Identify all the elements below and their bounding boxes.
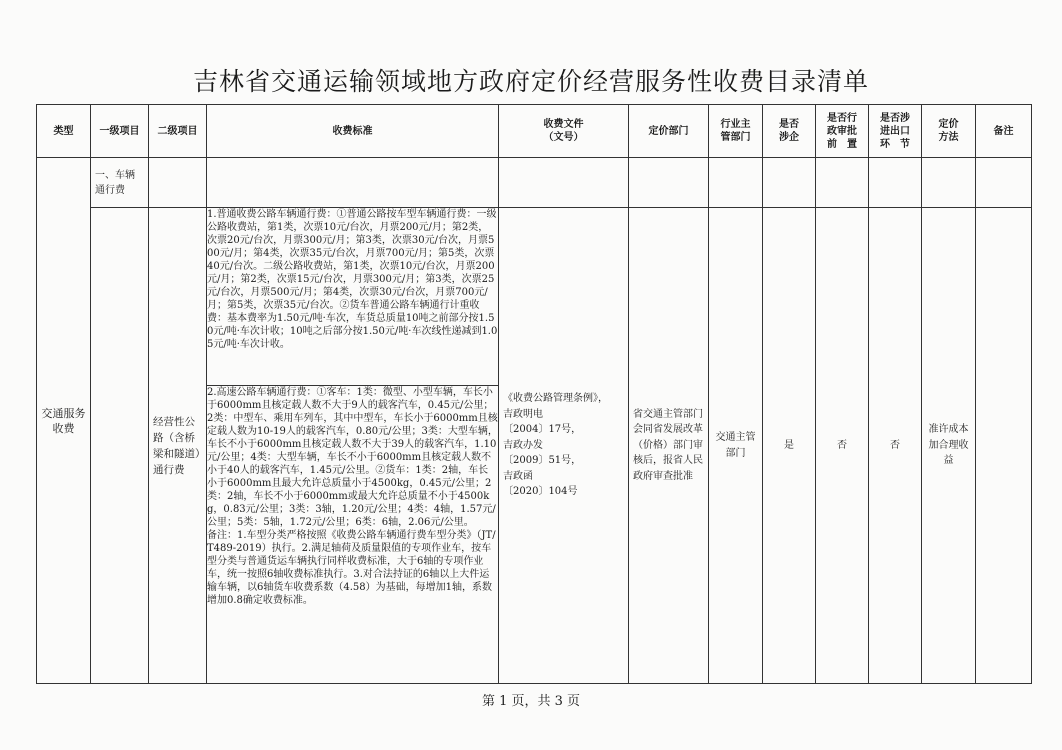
page-footer: 第 1 页，共 3 页 (481, 694, 581, 709)
document-line: 吉政办发 (503, 439, 543, 451)
header-level1: 一级项目 (91, 105, 149, 158)
pricing-dept-cell: 省交通主管部门会同省发展改革（价格）部门审核后，报省人民政府审查批准 (629, 208, 709, 684)
empty-cell (149, 158, 207, 208)
empty-cell (922, 158, 976, 208)
header-import-export: 是否涉 进出口 环 节 (869, 105, 922, 158)
header-level2: 二级项目 (149, 105, 207, 158)
document-line: 〔2020〕104号 (503, 486, 578, 498)
header-remark: 备注 (976, 105, 1032, 158)
remark-cell (976, 208, 1032, 684)
import-export-cell: 否 (869, 208, 922, 684)
header-enterprise: 是否 涉企 (763, 105, 816, 158)
type-cell: 交通服务收费 (37, 158, 91, 684)
document-cell (499, 208, 629, 684)
header-industry-dept: 行业主 管部门 (709, 105, 763, 158)
fee-catalog-table (36, 104, 1032, 684)
industry-dept-cell: 交通主管部门 (709, 208, 763, 684)
method-cell: 准许成本加合理收益 (922, 208, 976, 684)
header-standard: 收费标准 (207, 105, 499, 158)
document-line: 〔2009〕51号， (503, 455, 582, 467)
level2-cell: 经营性公路（含桥梁和隧道）通行费 (149, 208, 207, 684)
header-row (37, 105, 1032, 158)
document-line: 吉政函 (503, 470, 533, 482)
document-line: 吉政明电 (503, 408, 543, 420)
empty-cell (499, 158, 629, 208)
fee-standard-expressway: 2.高速公路车辆通行费：①客车：1类：微型、小型车辆，车长小于6000mm且核定载人数不大于9人的载客汽车，0.45元/公里；2类：中型车、乘用车列车，其中中型车，车长小于6000mm且核定载人数为10-19人的载客汽车，0.80元/公里；3类：大型车辆，车长不小于6000mm且核定载人数不大于39人的载客汽车，1.10元/公里；4类：大型车辆，车长不小于6000mm且核定载人数不小于40人的载客汽车，1.45元/公里。②货车：1类：2轴，车长小于6000mm且最大允许总质量小于4500kg，0.45元/公里；2类：2轴，车长不小于6000mm或最大允许总质量不小于4500kg，0.83元/公里；3类：3轴，1.20元/公里；4类：4轴，1.57元/公里；5类：5轴，1.72元/公里；6类：6轴，2.06元/公里。 备注：1.车型分类严格按照《收费公路车辆通行费车型分类》（JT/T489-2019）执行。2.满足轴荷及质量限值的专项作业车，按车型分类与普通货运车辆执行同样收费标准，大于6轴的专项作业车，统一按照6轴收费标准执行。3.对合法持证的6轴以上大件运输车辆，以6轴货车收费系数（4.58）为基础，每增加1轴，系数增加0.8确定收费标准。 (207, 386, 499, 684)
level1-cell: 一、车辆通行费 (91, 158, 149, 208)
empty-cell (629, 158, 709, 208)
empty-cell (91, 208, 149, 684)
empty-cell (709, 158, 763, 208)
header-pricing-dept: 定价部门 (629, 105, 709, 158)
table-row (37, 208, 1032, 386)
empty-cell (207, 158, 499, 208)
table-row (37, 158, 1032, 208)
header-admin-approval: 是否行 政审批 前 置 (816, 105, 869, 158)
empty-cell (869, 158, 922, 208)
page-title: 吉林省交通运输领域地方政府定价经营服务性收费目录清单 (192, 67, 869, 96)
admin-approval-cell: 否 (816, 208, 869, 684)
header-method: 定价 方法 (922, 105, 976, 158)
document-line: 〔2004〕17号， (503, 424, 582, 436)
enterprise-cell: 是 (763, 208, 816, 684)
empty-cell (976, 158, 1032, 208)
empty-cell (816, 158, 869, 208)
fee-standard-ordinary-road: 1.普通收费公路车辆通行费：①普通公路按车型车辆通行费：一级公路收费站，第1类，次票10元/台次，月票200元/月；第2类，次票20元/台次，月票300元/月；第3类，次票30元/台次，月票500元/月；第4类，次票35元/台次，月票700元/月；第5类，次票40元/台次。二级公路收费站，第1类，次票10元/台次，月票200元/月；第2类，次票15元/台次，月票300元/月；第3类，次票25元/台次，月票500元/月；第4类，次票30元/台次，月票700元/月；第5类，次票35元/台次。②货车普通公路车辆通行计重收费：基本费率为1.50元/吨·车次，车货总质量10吨之前部分按1.50元/吨·车次计收；10吨之后部分按1.50元/吨·车次线性递减到1.05元/吨·车次计收。 (207, 208, 499, 386)
header-type: 类型 (37, 105, 91, 158)
document-line: 《收费公路管理条例》， (503, 393, 608, 405)
empty-cell (763, 158, 816, 208)
header-document: 收费文件 （文号） (499, 105, 629, 158)
